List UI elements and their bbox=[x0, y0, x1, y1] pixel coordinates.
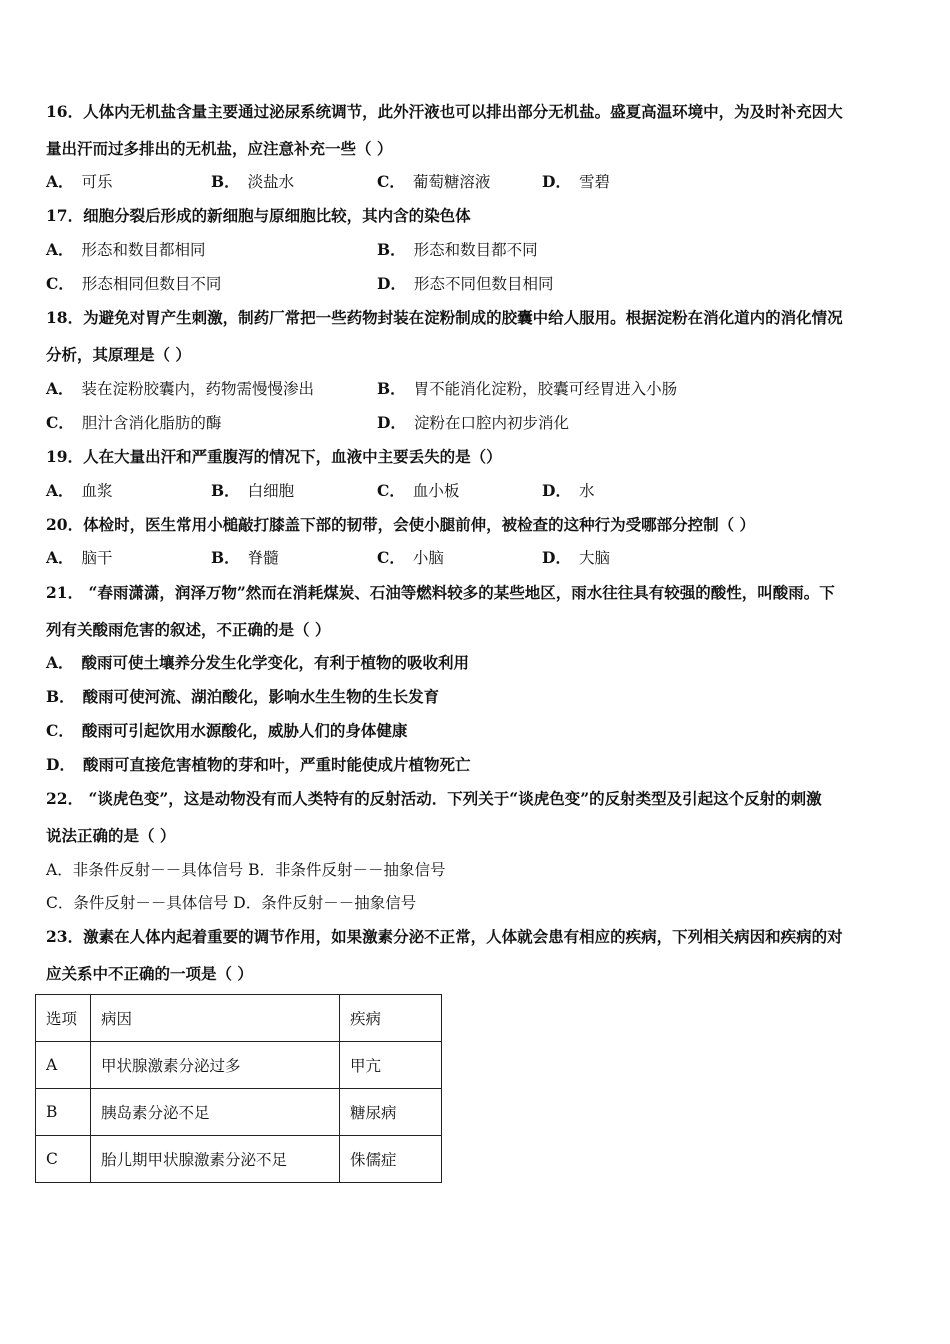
question-19-option-a[interactable]: A． 血浆 bbox=[46, 481, 113, 500]
table-cell-option: B bbox=[36, 1089, 91, 1136]
question-21-stem-line2: 列有关酸雨危害的叙述，不正确的是（ ） bbox=[46, 620, 331, 639]
table-header-disease: 疾病 bbox=[340, 995, 442, 1042]
question-17-option-b[interactable]: B． 形态和数目都不同 bbox=[377, 240, 538, 259]
table-header-row bbox=[36, 995, 442, 1042]
question-21-option-a[interactable]: A． 酸雨可使土壤养分发生化学变化，有利于植物的吸收利用 bbox=[46, 653, 470, 672]
question-22-stem-line2: 说法正确的是（ ） bbox=[46, 826, 176, 845]
question-22-options-ab[interactable]: A．非条件反射－－具体信号 B．非条件反射－－抽象信号 bbox=[46, 861, 446, 879]
question-20-option-d[interactable]: D． 大脑 bbox=[542, 548, 610, 567]
table-cell-disease: 甲亢 bbox=[340, 1042, 442, 1089]
table-header-cause: 病因 bbox=[91, 995, 340, 1042]
question-19-option-b[interactable]: B． 白细胞 bbox=[211, 481, 295, 500]
question-17-stem: 17．细胞分裂后形成的新细胞与原细胞比较，其内含的染色体 bbox=[46, 206, 471, 225]
question-21-stem-line1: 21． “春雨潇潇，润泽万物”然而在消耗煤炭、石油等燃料较多的某些地区，雨水往往具有较强的酸性，叫酸雨。下 bbox=[46, 583, 835, 602]
question-23-table bbox=[35, 994, 442, 1183]
question-20-option-a[interactable]: A． 脑干 bbox=[46, 548, 113, 567]
table-cell-option: A bbox=[36, 1042, 91, 1089]
question-17-option-c[interactable]: C． 形态相同但数目不同 bbox=[46, 274, 222, 293]
question-21-option-c[interactable]: C． 酸雨可引起饮用水源酸化，威胁人们的身体健康 bbox=[46, 721, 408, 740]
question-20-option-b[interactable]: B． 脊髓 bbox=[211, 548, 279, 567]
question-20-option-c[interactable]: C． 小脑 bbox=[377, 548, 444, 567]
table-row bbox=[36, 1136, 442, 1183]
table-cell-disease: 糖尿病 bbox=[340, 1089, 442, 1136]
table-header-option: 选项 bbox=[36, 995, 91, 1042]
table-row bbox=[36, 1089, 442, 1136]
question-22-stem-line1: 22． “谈虎色变”，这是动物没有而人类特有的反射活动．下列关于“谈虎色变”的反射类型及引起这个反射的刺激 bbox=[46, 789, 822, 808]
question-16-stem-line2: 量出汗而过多排出的无机盐，应注意补充一些（ ） bbox=[46, 139, 393, 158]
question-17-option-a[interactable]: A． 形态和数目都相同 bbox=[46, 240, 206, 259]
table-cell-disease: 侏儒症 bbox=[340, 1136, 442, 1183]
question-16-option-a[interactable]: A． 可乐 bbox=[46, 172, 113, 191]
question-17-option-d[interactable]: D． 形态不同但数目相同 bbox=[377, 274, 554, 293]
question-18-stem-line2: 分析，其原理是（ ） bbox=[46, 345, 191, 364]
question-18-stem-line1: 18．为避免对胃产生刺激，制药厂常把一些药物封装在淀粉制成的胶囊中给人服用。根据淀粉在消化道内的消化情况 bbox=[46, 308, 843, 327]
question-16-option-d[interactable]: D． 雪碧 bbox=[542, 172, 610, 191]
question-18-option-b[interactable]: B． 胃不能消化淀粉，胶囊可经胃进入小肠 bbox=[377, 379, 678, 398]
question-23-stem-line1: 23．激素在人体内起着重要的调节作用，如果激素分泌不正常，人体就会患有相应的疾病，下列相关病因和疾病的对 bbox=[46, 927, 843, 946]
question-19-stem: 19．人在大量出汗和严重腹泻的情况下，血液中主要丢失的是（） bbox=[46, 447, 502, 466]
question-16-stem-line1: 16．人体内无机盐含量主要通过泌尿系统调节，此外汗液也可以排出部分无机盐。盛夏高温环境中，为及时补充因大 bbox=[46, 102, 843, 121]
question-16-option-c[interactable]: C． 葡萄糖溶液 bbox=[377, 172, 491, 191]
question-18-option-c[interactable]: C． 胆汁含消化脂肪的酶 bbox=[46, 413, 222, 432]
question-21-option-b[interactable]: B． 酸雨可使河流、湖泊酸化，影响水生生物的生长发育 bbox=[46, 687, 440, 706]
question-16-option-b[interactable]: B． 淡盐水 bbox=[211, 172, 295, 191]
table-row bbox=[36, 1042, 442, 1089]
question-19-option-c[interactable]: C． 血小板 bbox=[377, 481, 460, 500]
question-19-option-d[interactable]: D． 水 bbox=[542, 481, 595, 500]
table-cell-option: C bbox=[36, 1136, 91, 1183]
question-23-stem-line2: 应关系中不正确的一项是（ ） bbox=[46, 964, 253, 983]
question-18-option-d[interactable]: D． 淀粉在口腔内初步消化 bbox=[377, 413, 569, 432]
question-20-stem: 20．体检时，医生常用小槌敲打膝盖下部的韧带，会使小腿前伸，被检查的这种行为受哪部分控制（ ） bbox=[46, 515, 755, 534]
table-cell-cause: 甲状腺激素分泌过多 bbox=[91, 1042, 340, 1089]
question-18-option-a[interactable]: A． 装在淀粉胶囊内，药物需慢慢渗出 bbox=[46, 379, 315, 398]
table-cell-cause: 胎儿期甲状腺激素分泌不足 bbox=[91, 1136, 340, 1183]
table-cell-cause: 胰岛素分泌不足 bbox=[91, 1089, 340, 1136]
question-22-options-cd[interactable]: C．条件反射－－具体信号 D．条件反射－－抽象信号 bbox=[46, 894, 417, 912]
question-21-option-d[interactable]: D． 酸雨可直接危害植物的芽和叶，严重时能使成片植物死亡 bbox=[46, 755, 471, 774]
